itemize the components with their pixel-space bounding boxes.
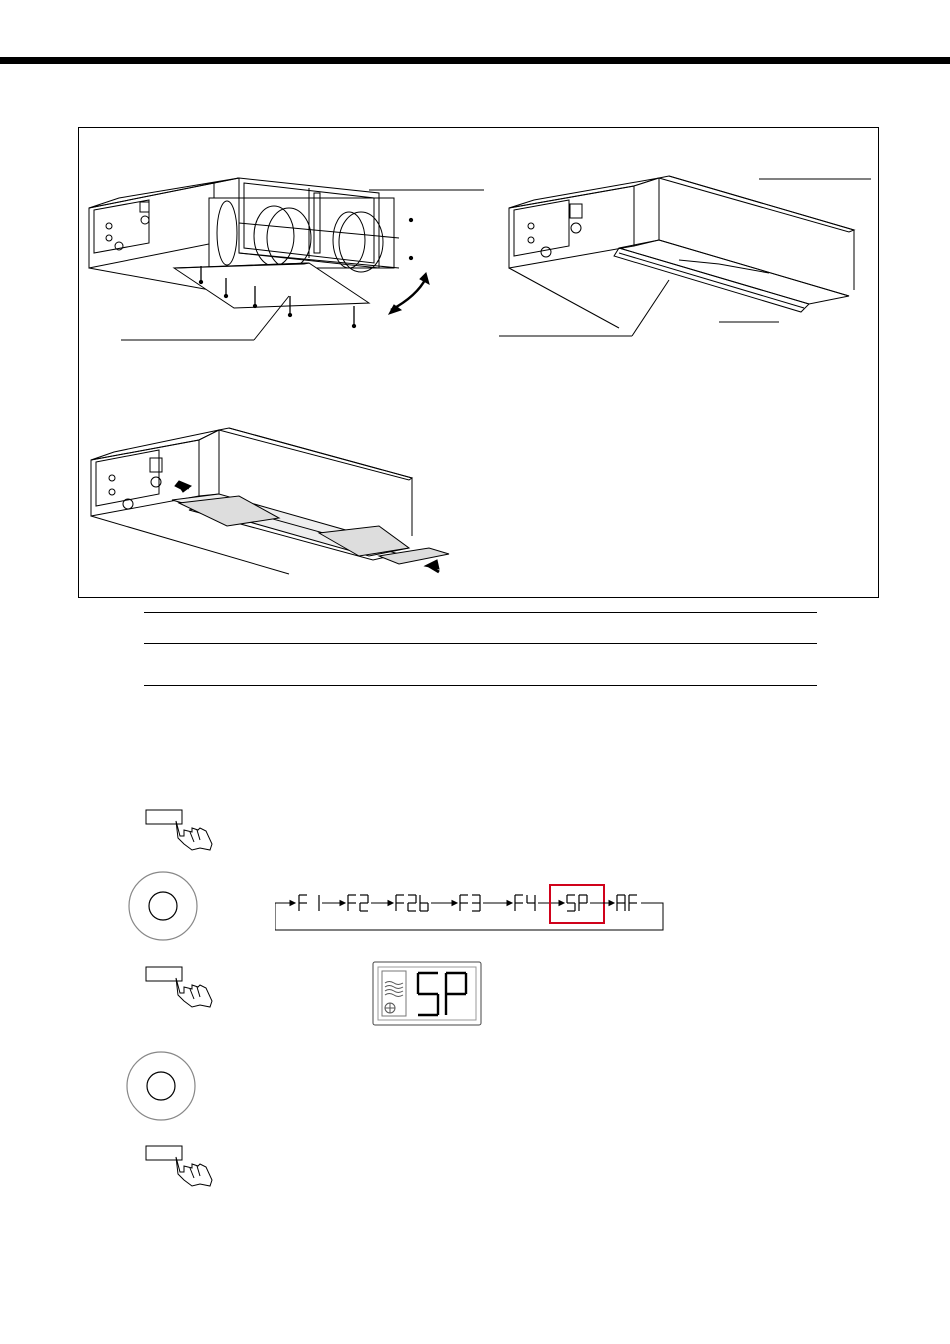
dial-knob (149, 892, 177, 920)
sequence-item-af (617, 895, 637, 911)
figure-unit-closed-panel (499, 176, 871, 336)
sequence-arrowhead (609, 901, 614, 906)
hand-icon (176, 821, 212, 850)
rotate-dial-step-4 (125, 1050, 197, 1122)
hand-icon (176, 978, 212, 1007)
figure-box (78, 127, 879, 598)
sequence-arrowhead (388, 901, 393, 906)
press-button-step-1 (140, 806, 220, 854)
sequence-arrowhead (559, 901, 564, 906)
sequence-item-f1 (299, 895, 319, 911)
dial-knob (147, 1072, 175, 1100)
display-panel (372, 961, 484, 1027)
press-button-step-5 (140, 1142, 220, 1190)
mode-sequence (275, 883, 667, 935)
rotate-dial-step-2 (127, 870, 199, 942)
sequence-arrowhead (507, 901, 512, 906)
rule-2 (144, 643, 817, 644)
sequence-item-f3 (460, 895, 480, 911)
sequence-item-f4 (515, 895, 535, 911)
sequence-arrowhead (452, 901, 457, 906)
display-readout (418, 973, 466, 1015)
sequence-highlight-box (550, 885, 604, 923)
sequence-item-sp (567, 895, 587, 911)
hand-icon (176, 1157, 212, 1186)
dial-outer-ring (129, 872, 197, 940)
dial-outer-ring (127, 1052, 195, 1120)
sequence-item-f2 (348, 895, 368, 911)
press-button-step-3 (140, 963, 220, 1011)
sequence-item-f2b (396, 895, 428, 911)
rule-1 (144, 612, 817, 613)
figure-unit-open-panel (89, 178, 484, 340)
figure-unit-filters (91, 428, 449, 574)
top-rule (0, 57, 950, 64)
rule-3 (144, 685, 817, 686)
sequence-arrowhead (340, 901, 345, 906)
